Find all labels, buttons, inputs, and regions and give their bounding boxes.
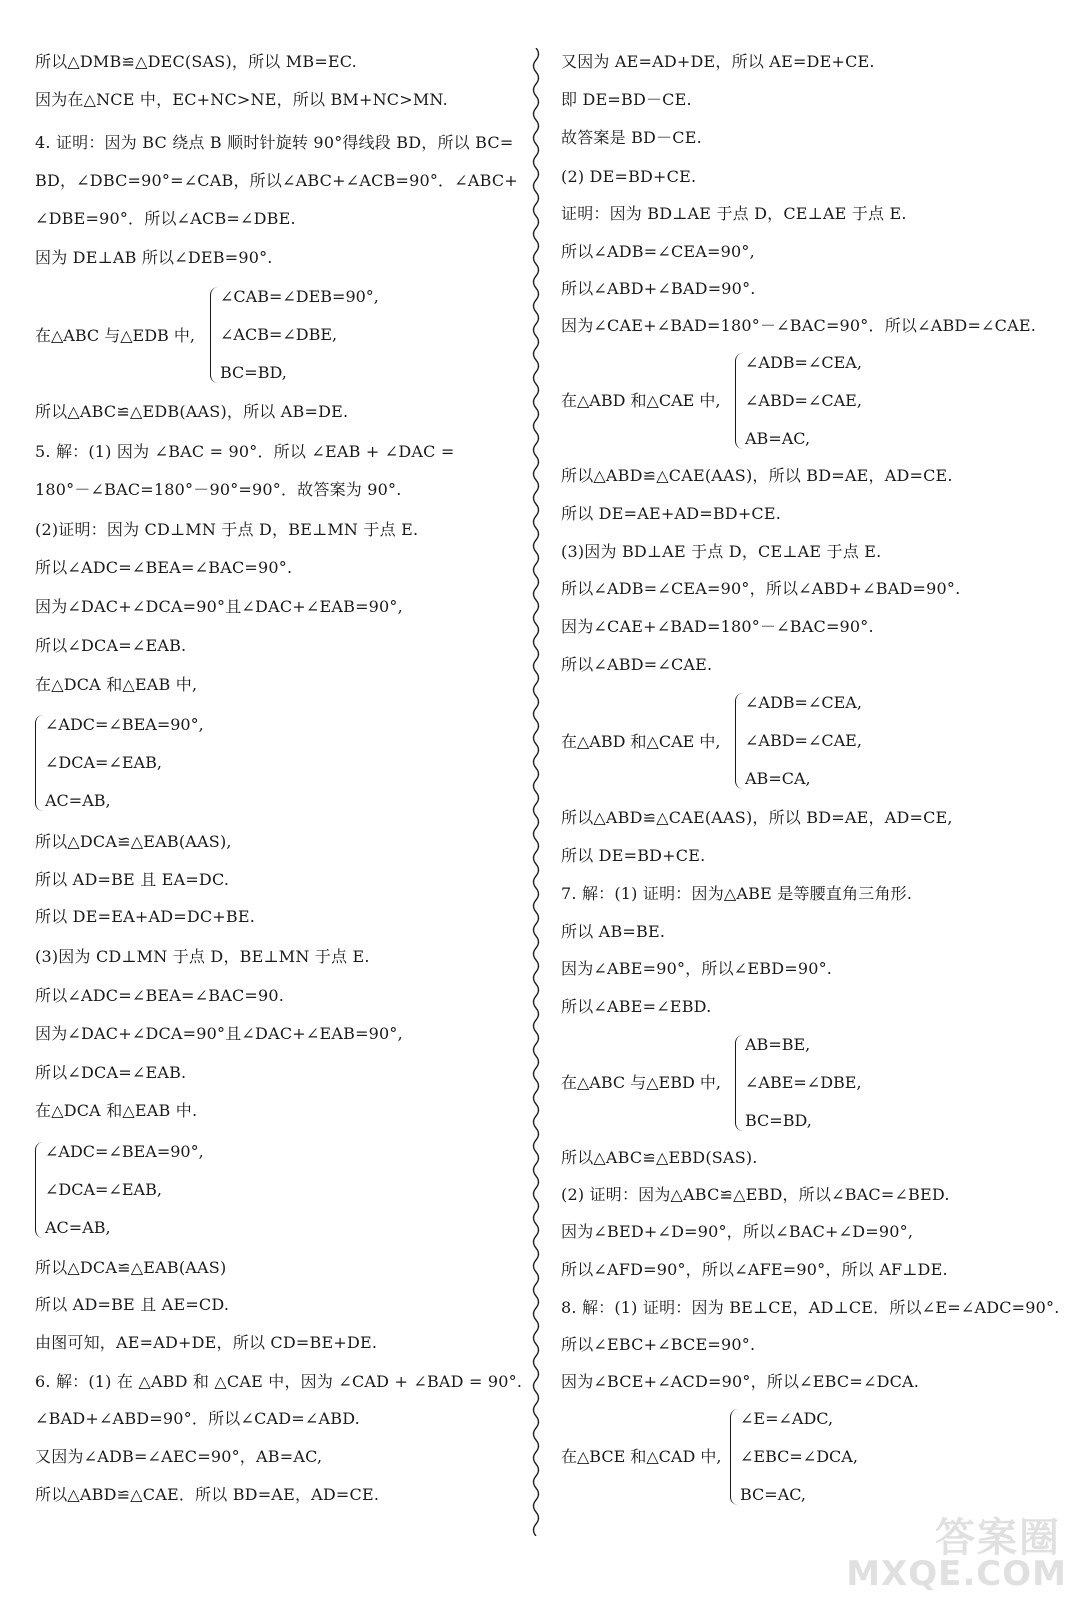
- text-line: 所以 AD=BE 且 AE=CD.: [35, 1295, 230, 1314]
- system-item: ∠ADB=∠CEA,: [745, 693, 862, 712]
- text-line: 4. 证明：因为 BC 绕点 B 顺时针旋转 90°得线段 BD，所以 BC=: [35, 133, 514, 152]
- system-label: 在△BCE 和△CAD 中,: [561, 1447, 722, 1466]
- text-line: 所以∠AFD=90°，所以∠AFE=90°，所以 AF⊥DE.: [561, 1260, 948, 1279]
- text-line: 所以∠DCA=∠EAB.: [35, 636, 187, 655]
- system-item: ∠ABD=∠CAE,: [745, 731, 862, 750]
- text-line: 所以 AD=BE 且 EA=DC.: [35, 870, 230, 889]
- text-line: 所以∠ADC=∠BEA=∠BAC=90.: [35, 986, 285, 1005]
- system-item: ∠DCA=∠EAB,: [45, 753, 162, 772]
- text-line: 即 DE=BD－CE.: [561, 90, 692, 109]
- left-brace: [35, 715, 44, 811]
- text-line: 所以∠ADB=∠CEA=90°,: [561, 242, 755, 261]
- system-item: BC=AC,: [740, 1485, 807, 1504]
- text-line: 所以∠EBC+∠BCE=90°.: [561, 1335, 756, 1354]
- system-label: 在△ABD 和△CAE 中,: [561, 391, 721, 410]
- text-line: 所以△ABD≌△CAE(AAS)，所以 BD=AE，AD=CE.: [561, 466, 953, 485]
- text-line: 7. 解：(1) 证明：因为△ABE 是等腰直角三角形.: [561, 884, 913, 903]
- text-line: 5. 解：(1) 因为 ∠BAC = 90°．所以 ∠EAB + ∠DAC =: [35, 442, 455, 461]
- text-line: 所以∠DCA=∠EAB.: [35, 1063, 187, 1082]
- left-brace: [210, 287, 219, 383]
- system-item: AC=AB,: [45, 791, 111, 810]
- text-line: 所以∠ADB=∠CEA=90°，所以∠ABD+∠BAD=90°.: [561, 579, 961, 598]
- text-line: 因为在△NCE 中，EC+NC>NE，所以 BM+NC>MN.: [35, 90, 448, 109]
- text-line: 又因为∠ADB=∠AEC=90°，AB=AC,: [35, 1447, 323, 1466]
- text-line: 所以 DE=BD+CE.: [561, 846, 706, 865]
- left-brace: [730, 1409, 739, 1505]
- text-line: 因为∠CAE+∠BAD=180°－∠BAC=90°.: [561, 617, 874, 636]
- system-item: ∠ADC=∠BEA=90°,: [45, 1142, 204, 1161]
- text-line: 所以 DE=EA+AD=DC+BE.: [35, 907, 256, 926]
- left-brace: [735, 353, 744, 449]
- text-line: 所以△ABD≌△CAE．所以 BD=AE，AD=CE.: [35, 1485, 380, 1504]
- text-line: 所以△DMB≌△DEC(SAS)，所以 MB=EC.: [35, 52, 357, 71]
- system-item: BC=BD,: [745, 1111, 812, 1130]
- text-line: 所以△DCA≌△EAB(AAS): [35, 1258, 227, 1277]
- system-item: ∠EBC=∠DCA,: [740, 1447, 858, 1466]
- text-line: 所以∠ABD+∠BAD=90°.: [561, 279, 756, 298]
- text-line: 所以∠ABE=∠EBD.: [561, 997, 712, 1016]
- text-line: BD，∠DBC=90°=∠CAB，所以∠ABC+∠ACB=90°．∠ABC+: [35, 171, 518, 190]
- system-item: ∠ABE=∠DBE,: [745, 1073, 862, 1092]
- text-line: 又因为 AE=AD+DE，所以 AE=DE+CE.: [561, 52, 875, 71]
- system-item: BC=BD,: [220, 363, 287, 382]
- text-line: 证明：因为 BD⊥AE 于点 D，CE⊥AE 于点 E.: [561, 204, 907, 223]
- text-line: 在△DCA 和△EAB 中.: [35, 1101, 198, 1120]
- watermark-text: 答案圈: [935, 1515, 1061, 1561]
- left-brace: [735, 1035, 744, 1131]
- text-line: 因为 DE⊥AB 所以∠DEB=90°.: [35, 248, 273, 267]
- text-line: 所以△ABC≌△EDB(AAS)，所以 AB=DE.: [35, 402, 349, 421]
- text-line: 所以∠ABD=∠CAE.: [561, 655, 713, 674]
- text-line: 因为∠BCE+∠ACD=90°，所以∠EBC=∠DCA.: [561, 1372, 920, 1391]
- system-item: AB=CA,: [745, 769, 811, 788]
- text-line: 所以 DE=AE+AD=BD+CE.: [561, 504, 782, 523]
- system-item: ∠ABD=∠CAE,: [745, 391, 862, 410]
- text-line: 故答案是 BD－CE.: [561, 128, 702, 147]
- system-label: 在△ABC 与△EDB 中,: [35, 326, 195, 345]
- text-line: (3)因为 BD⊥AE 于点 D，CE⊥AE 于点 E.: [561, 542, 882, 561]
- text-line: 所以 AB=BE.: [561, 922, 666, 941]
- left-brace: [35, 1142, 44, 1238]
- text-line: 在△DCA 和△EAB 中,: [35, 675, 198, 694]
- system-label: 在△ABD 和△CAE 中,: [561, 732, 721, 751]
- text-line: 因为∠CAE+∠BAD=180°－∠BAC=90°．所以∠ABD=∠CAE.: [561, 316, 1037, 335]
- system-item: ∠ADC=∠BEA=90°,: [45, 715, 204, 734]
- system-item: ∠CAB=∠DEB=90°,: [220, 287, 379, 306]
- text-line: 因为∠DAC+∠DCA=90°且∠DAC+∠EAB=90°,: [35, 1024, 403, 1043]
- system-item: ∠E=∠ADC,: [740, 1409, 834, 1428]
- text-line: 所以△ABD≌△CAE(AAS)，所以 BD=AE，AD=CE,: [561, 808, 953, 827]
- system-item: ∠ACB=∠DBE,: [220, 325, 338, 344]
- text-line: (2)证明：因为 CD⊥MN 于点 D，BE⊥MN 于点 E.: [35, 520, 419, 539]
- text-line: 因为∠ABE=90°，所以∠EBD=90°.: [561, 959, 833, 978]
- text-line: (2) DE=BD+CE.: [561, 167, 697, 186]
- text-line: 所以△ABC≌△EBD(SAS).: [561, 1148, 758, 1167]
- text-line: 8. 解：(1) 证明：因为 BE⊥CE，AD⊥CE．所以∠E=∠ADC=90°.: [561, 1298, 1060, 1317]
- text-line: 6. 解：(1) 在 △ABD 和 △CAE 中，因为 ∠CAD + ∠BAD = 90°.: [35, 1372, 523, 1391]
- text-line: ∠DBE=90°．所以∠ACB=∠DBE.: [35, 209, 296, 228]
- text-line: 因为∠DAC+∠DCA=90°且∠DAC+∠EAB=90°,: [35, 597, 403, 616]
- column-divider: [530, 48, 542, 1536]
- system-item: AC=AB,: [45, 1218, 111, 1237]
- text-line: 所以∠ADC=∠BEA=∠BAC=90°.: [35, 558, 293, 577]
- text-line: 由图可知，AE=AD+DE，所以 CD=BE+DE.: [35, 1333, 378, 1352]
- watermark-url: MXQE.COM: [846, 1554, 1067, 1594]
- system-item: ∠ADB=∠CEA,: [745, 353, 862, 372]
- text-line: (3)因为 CD⊥MN 于点 D，BE⊥MN 于点 E.: [35, 947, 370, 966]
- text-line: (2) 证明：因为△ABC≌△EBD，所以∠BAC=∠BED.: [561, 1185, 950, 1204]
- text-line: 180°－∠BAC=180°－90°=90°．故答案为 90°.: [35, 480, 402, 499]
- system-item: AB=AC,: [745, 429, 811, 448]
- text-line: 因为∠BED+∠D=90°，所以∠BAC+∠D=90°,: [561, 1222, 914, 1241]
- left-brace: [735, 693, 744, 789]
- system-label: 在△ABC 与△EBD 中,: [561, 1073, 721, 1092]
- text-line: ∠BAD+∠ABD=90°．所以∠CAD=∠ABD.: [35, 1409, 360, 1428]
- watermark-logo: [846, 1502, 1075, 1598]
- system-item: AB=BE,: [745, 1035, 811, 1054]
- system-item: ∠DCA=∠EAB,: [45, 1180, 162, 1199]
- text-line: 所以△DCA≌△EAB(AAS),: [35, 832, 232, 851]
